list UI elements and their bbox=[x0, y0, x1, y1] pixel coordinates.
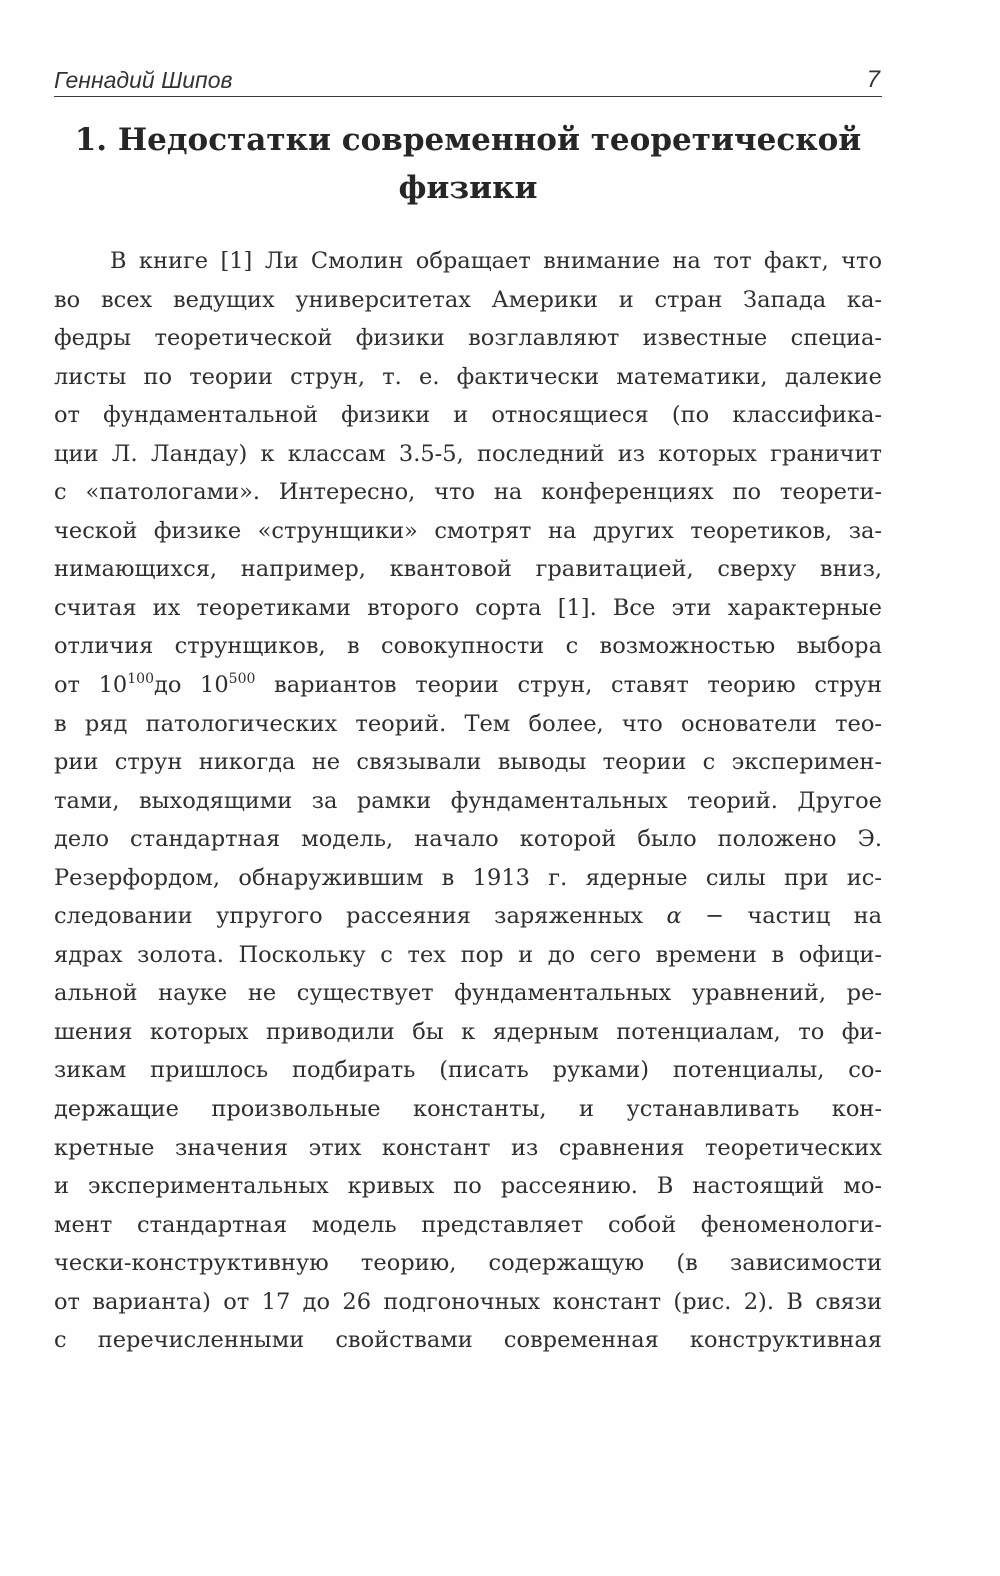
text-line: Резерфордом, обнаружившим в 1913 г. ядерные силы при ис- bbox=[54, 864, 882, 891]
line-fragment: до 10 bbox=[154, 672, 229, 699]
text-line: шения которых приводили бы к ядерным потенциалам, то фи- bbox=[54, 1018, 882, 1045]
text-line: федры теоретической физики возглавляют известные специа- bbox=[54, 325, 882, 352]
text-line: чески-конструктивную теорию, содержащую (в зависимости bbox=[54, 1250, 882, 1277]
text-line: В книге [1] Ли Смолин обращает внимание на тот факт, что bbox=[110, 248, 882, 274]
text-line: от варианта) от 17 до 26 подгоночных констант (рис. 2). В связи bbox=[54, 1288, 882, 1315]
text-line: рии струн никогда не связывали выводы теории с эксперимен- bbox=[54, 749, 882, 776]
line-fragment: от 10 bbox=[54, 672, 128, 699]
text-line: с «патологами». Интересно, что на конференциях по теорети- bbox=[54, 479, 882, 506]
text-line: ческой физике «струнщики» смотрят на других теоретиков, за- bbox=[54, 517, 882, 544]
text-line: зикам пришлось подбирать (писать руками) потенциалы, со- bbox=[54, 1057, 882, 1084]
line-fragment: − частиц на bbox=[681, 903, 882, 930]
text-line: листы по теории струн, т. е. фактически математики, далекие bbox=[54, 363, 882, 390]
page-number: 7 bbox=[866, 66, 880, 93]
text-line: в ряд патологических теорий. Тем более, что основатели тео- bbox=[54, 710, 882, 737]
running-head-author: Геннадий Шипов bbox=[54, 67, 233, 93]
chapter-title-line-2: физики bbox=[398, 170, 538, 206]
text-line: держащие произвольные константы, и устанавливать кон- bbox=[54, 1096, 882, 1123]
body-paragraph bbox=[54, 242, 882, 1360]
chapter-title bbox=[54, 116, 882, 212]
text-line: альной науке не существует фундаментальных уравнений, ре- bbox=[54, 980, 882, 1007]
text-line: кретные значения этих констант из сравнения теоретических bbox=[54, 1134, 882, 1161]
text-line: ции Л. Ландау) к классам 3.5-5, последний из которых граничит bbox=[54, 440, 882, 467]
text-line: нимающихся, например, квантовой гравитацией, сверху вниз, bbox=[54, 556, 882, 583]
alpha-symbol: α bbox=[666, 903, 682, 930]
text-line: ядрах золота. Поскольку с тех пор и до сего времени в офици- bbox=[54, 941, 882, 968]
chapter-title-line-1: 1. Недостатки современной теоретической bbox=[74, 122, 862, 158]
text-line: тами, выходящими за рамки фундаментальных теорий. Другое bbox=[54, 787, 882, 814]
text-line-with-symbol bbox=[54, 897, 882, 936]
running-head bbox=[54, 66, 882, 97]
text-line-with-exponents bbox=[54, 666, 882, 705]
text-line: с перечисленными свойствами современная конструктивная bbox=[54, 1327, 882, 1354]
text-line: отличия струнщиков, в совокупности с возможностью выбора bbox=[54, 633, 882, 660]
line-fragment: следовании упругого рассеяния заряженных bbox=[54, 903, 667, 930]
exponent: 100 bbox=[127, 671, 154, 688]
text-line: мент стандартная модель представляет собой феноменологи- bbox=[54, 1211, 882, 1238]
text-line: во всех ведущих университетах Америки и стран Запада ка- bbox=[54, 286, 882, 313]
line-fragment: вариантов теории струн, ставят теорию струн bbox=[255, 672, 882, 699]
exponent: 500 bbox=[228, 671, 256, 688]
text-line: дело стандартная модель, начало которой было положено Э. bbox=[54, 826, 882, 853]
text-line: от фундаментальной физики и относящиеся (по классифика- bbox=[54, 402, 882, 429]
text-line: считая их теоретиками второго сорта [1]. Все эти характерные bbox=[54, 594, 882, 621]
text-line: и экспериментальных кривых по рассеянию. В настоящий мо- bbox=[54, 1173, 882, 1200]
